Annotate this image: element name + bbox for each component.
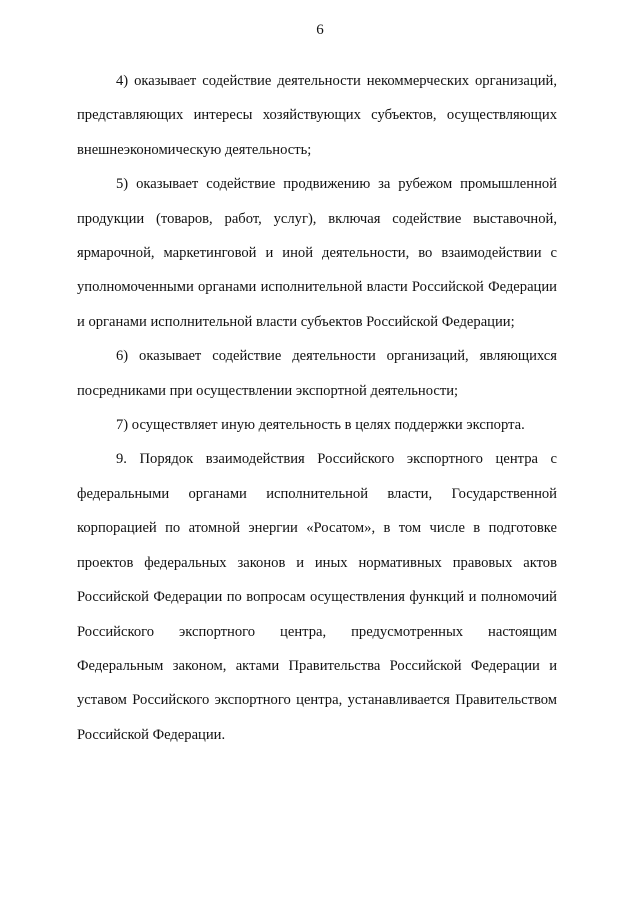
page-number: 6 bbox=[316, 22, 324, 38]
paragraph-item-5: 5) оказывает содействие продвижению за рубежом промышленной продукции (товаров, работ, услуг), включая содействие выставочной, ярмарочной, маркетинговой и иной деятельности, во взаимодействии с уполномоченными органами исполнительной власти Российской Федерации и органами исполнительной власти субъектов Российской Федерации; bbox=[77, 176, 557, 330]
paragraph-item-4: 4) оказывает содействие деятельности некоммерческих организаций, представляющих интересы хозяйствующих субъектов, осуществляющих внешнеэкономическую деятельность; bbox=[77, 73, 557, 158]
paragraph-item-7: 7) осуществляет иную деятельность в целях поддержки экспорта. bbox=[116, 417, 525, 434]
paragraph-item-6: 6) оказывает содействие деятельности организаций, являющихся посредниками при осуществлении экспортной деятельности; bbox=[77, 348, 557, 399]
paragraph-section-9: 9. Порядок взаимодействия Российского экспортного центра с федеральными органами исполнительной власти, Государственной корпорацией по атомной энергии «Росатом», в том числе в подготовке проектов федеральных законов и иных нормативных правовых актов Российской Федерации по вопросам осуществления функций и полномочий Российского экспортного центра, предусмотренных настоящим Федеральным законом, актами Правительства Российской Федерации и уставом Российского экспортного центра, устанавливается Правительством Российской Федерации. bbox=[77, 451, 557, 743]
document-body bbox=[77, 64, 557, 752]
